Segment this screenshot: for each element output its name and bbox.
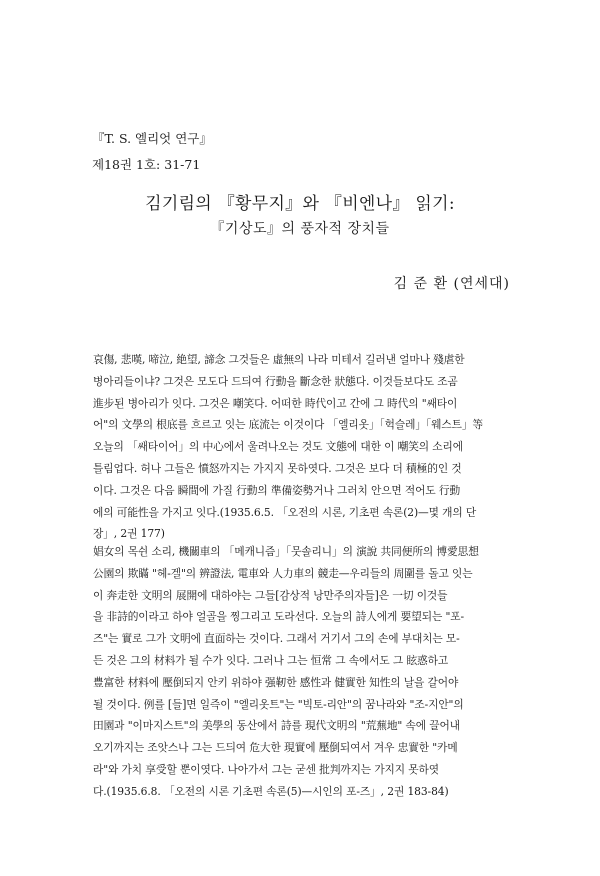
quote-line: 될 것이다. 例를 [들]면 일즉이 "엘리옷트"는 "빅토-리안"의 꿈나라와 "조-지안"의 <box>93 697 464 711</box>
quote-line: 에의 可能性을 가지고 잇다.(1935.6.5. 「오전의 시론, 기초편 속론(2)—몇 개의 단 <box>93 505 477 519</box>
journal-info <box>92 126 212 178</box>
quote-line: 田園과 "이마지스트"의 美學의 동산에서 詩를 現代文明의 "荒蕪地" 속에 끌어내 <box>93 719 460 733</box>
quote-line: 라"와 가치 享受할 뿐이엿다. 나아가서 그는 굳센 批判까지는 가지지 못하엿 <box>93 762 439 776</box>
quote-line: 다.(1935.6.8. 「오전의 시론 기초편 속론(5)—시인의 포-즈」, 2권 183-84) <box>93 784 449 798</box>
article-title: 김기림의 『황무지』와 『비엔나』 읽기: <box>145 194 455 214</box>
quote-line: 公園의 欺瞞 "헤-겔"의 辨證法, 電車와 人力車의 競走—우리들의 周圍를 돌고 잇는 <box>93 566 473 580</box>
quote-line: 오늘의 「쌔타이어」의 中心에서 울려나오는 것도 文態에 대한 이 嘲笑의 소리에 <box>93 440 463 454</box>
block-quote-2 <box>93 541 513 803</box>
quote-line: 이 奔走한 文明의 展開에 대하야는 그들[감상적 낭만주의자들]은 一切 이것들 <box>93 588 448 602</box>
quote-line: 든 것은 그의 材料가 될 수가 잇다. 그러나 그는 恒常 그 속에서도 그 眩惑하고 <box>93 653 449 667</box>
block-quote-1 <box>93 349 513 545</box>
quote-line: 을 非詩的이라고 하야 얼골을 찡그리고 도라선다. 오늘의 詩人에게 要望되는 "포- <box>93 610 465 624</box>
journal-issue: 제18권 1호: 31-71 <box>92 157 201 172</box>
quote-line: 娼女의 목쉰 소리, 機關車의 「메캐니즘」「뭇솔리니」의 演說 共同便所의 博愛思想 <box>93 545 479 558</box>
quote-line: 오기까지는 조앗스나 그는 드듸여 危大한 現實에 壓倒되여서 겨우 忠實한 "카메 <box>93 741 458 755</box>
journal-name: 『T. S. 엘리엇 연구』 <box>92 131 212 146</box>
quote-line: 豊富한 材料에 壓倒되지 안키 위하야 强靭한 感性과 健實한 知性의 날을 갈어야 <box>93 675 459 689</box>
quote-line: 틀림업다. 허나 그들은 憤怒까지는 가지지 못하엿다. 그것은 보다 더 積極的인 것 <box>93 461 462 475</box>
quote-line: 장」, 2권 177) <box>93 527 165 541</box>
quote-line: 이다. 그것은 다음 瞬間에 가질 行動의 準備姿勢거나 그러치 안으면 적어도 行動 <box>93 483 461 497</box>
article-subtitle: 『기상도』의 풍자적 장치들 <box>210 221 390 237</box>
quote-line: 어"의 文學의 根底를 흐르고 잇는 底流는 이것이다 「엘리옷」「헉슬레」「웨스트」等 <box>93 418 483 432</box>
quote-line: 進步된 병아리가 잇다. 그것은 嘲笑다. 어떠한 時代이고 간에 그 時代의 "쌔타이 <box>93 396 458 410</box>
quote-line: 哀傷, 悲嘆, 啼泣, 絶望, 諦念 그것들은 虛無의 나라 미테서 길러낸 얼마나 殘虐한 <box>93 353 465 366</box>
article-author: 김 준 환 (연세대) <box>393 276 510 292</box>
quote-line: 병아리들이냐? 그것은 모도다 드듸여 行動을 斷念한 狀態다. 이것들보다도 조곰 <box>93 374 458 388</box>
quote-line: 즈"는 實로 그가 文明에 直面하는 것이다. 그래서 거기서 그의 손에 부대치는 모- <box>93 632 460 646</box>
